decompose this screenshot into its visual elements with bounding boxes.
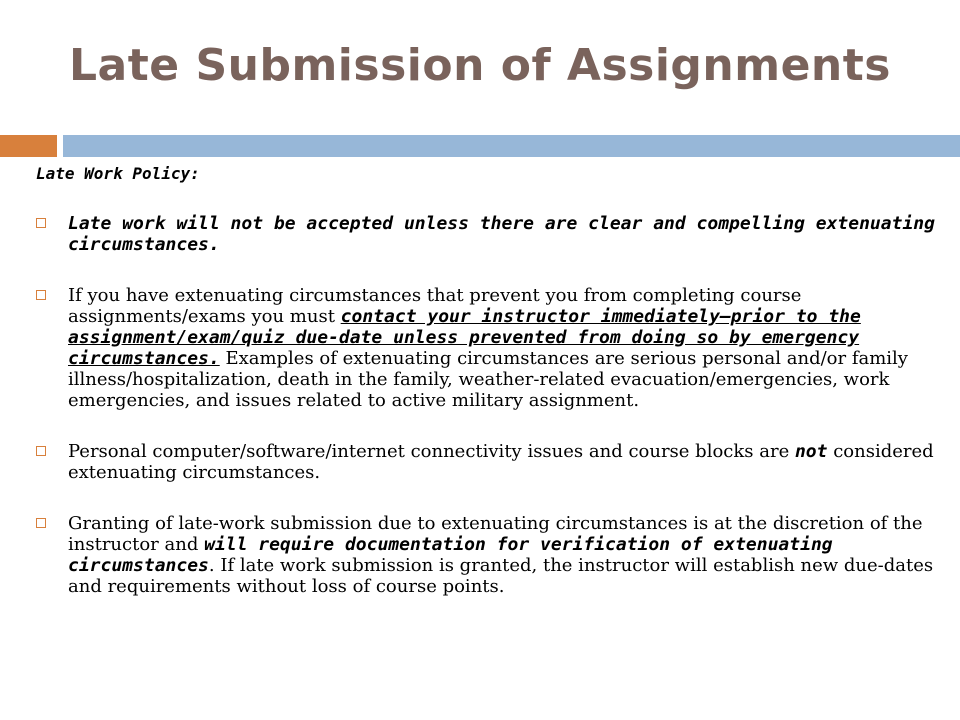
bullet-2-text-after: Examples of extenuating circumstances are serious personal and/or family illness/hospitalization, death in the family, weather-related evacuation/emergencies, work emergencies, and issues related to active military assignment. [68,348,908,411]
slide-title: Late Submission of Assignments [69,40,891,91]
bullet-1-emphasis: Late work will not be accepted unless there are clear and compelling extenuating circumstances. [68,213,935,255]
bullet-item-3 [36,441,936,483]
bullet-3-text-before: Personal computer/software/internet connectivity issues and course blocks are [68,441,795,462]
bullet-3-emphasis: not [794,441,828,462]
policy-label: Late Work Policy: [36,164,200,183]
bullet-item-2 [36,285,936,411]
square-bullet-icon [36,446,46,456]
bullet-4-text-after: . If late work submission is granted, the instructor will establish new due-dates and requirements without loss of course points. [68,555,934,597]
bullet-2-emphasis: contact your instructor immediately—prior to the assignment/exam/quiz due-date unless prevented from doing so by emergency circumstances. [68,306,861,369]
bullet-item-1 [36,213,936,255]
header-bar [63,135,960,157]
bullet-2-text-before: If you have extenuating circumstances that prevent you from completing course assignments/exams you must [68,285,802,327]
bullet-item-4 [36,513,936,597]
square-bullet-icon [36,218,46,228]
square-bullet-icon [36,290,46,300]
accent-bar [0,135,57,157]
bullet-4-text-before: Granting of late-work submission due to extenuating circumstances is at the discretion of the instructor and [68,513,923,555]
bullet-3-text-after: considered extenuating circumstances. [68,441,934,483]
slide-content [36,164,936,627]
bullet-4-emphasis: will require documentation for verification of extenuating circumstances [68,534,833,576]
square-bullet-icon [36,518,46,528]
